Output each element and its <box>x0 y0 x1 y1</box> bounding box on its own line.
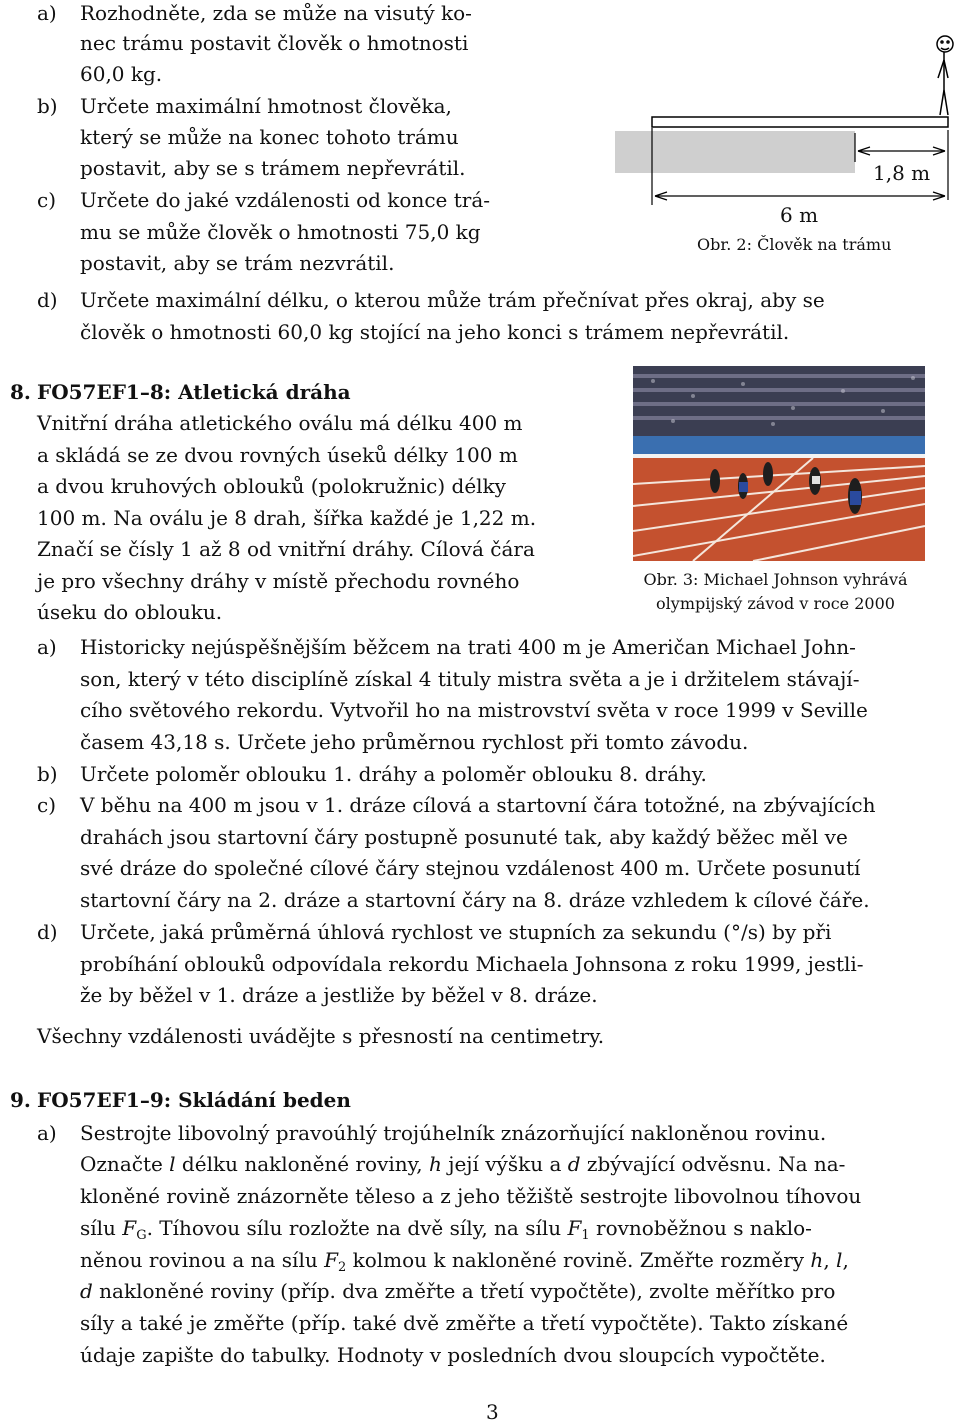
page-number: 3 <box>486 1400 499 1424</box>
text-line: Určete do jaké vzdálenosti od konce trá- <box>80 188 491 212</box>
text-line: a dvou kruhových oblouků (polokružnic) délky <box>37 474 506 498</box>
text-line: Značí se čísly 1 až 8 od vnitřní dráhy. Cílová čára <box>37 537 535 561</box>
text-line: sílu $F_G$. Tíhovou sílu rozložte na dvě síly, na sílu $F_1$ rovnoběžnou s naklo- <box>80 1216 812 1243</box>
text-line: úseku do oblouku. <box>37 600 223 624</box>
text-line: startovní čáry na 2. dráze a startovní čáry na 8. dráze vzhledem k cílové čáře. <box>80 888 870 912</box>
text-line: Historicky nejúspěšnějším běžcem na trati 400 m je Američan Michael John- <box>80 635 856 659</box>
text-line: a skládá se ze dvou rovných úseků délky 100 m <box>37 443 518 467</box>
beam <box>652 117 948 127</box>
text-line: postavit, aby se s trámem nepřevrátil. <box>80 156 466 180</box>
text-line: Rozhodněte, zda se může na visutý ko- <box>80 1 472 25</box>
text-line: Určete poloměr oblouku 1. dráhy a poloměr oblouku 8. dráhy. <box>80 762 707 786</box>
item-marker: c) <box>37 793 57 817</box>
text-line: Určete, jaká průměrná úhlová rychlost ve stupních za sekundu (°/s) by při <box>80 920 832 944</box>
caption-line: Obr. 3: Michael Johnson vyhrává <box>643 570 908 589</box>
text-line: je pro všechny dráhy v místě přechodu rovného <box>37 569 520 593</box>
problem8-note: Všechny vzdálenosti uvádějte s přesností na centimetry. <box>37 1024 605 1048</box>
text-line: něnou rovinou a na sílu $F_2$ kolmou k nakloněné rovině. Změřte rozměry h, l, <box>80 1248 849 1275</box>
text-line: d nakloněné roviny (příp. dva změřte a třetí vypočtěte), zvolte měřítko pro <box>80 1279 836 1303</box>
dimension-length-label: 6 m <box>780 203 819 227</box>
text-line: postavit, aby se trám nezvrátil. <box>80 251 395 275</box>
text-line: Vnitřní dráha atletického oválu má délku 400 m <box>37 411 523 435</box>
problem-title: FO57EF1–8: Atletická dráha <box>37 380 351 404</box>
item-marker: a) <box>37 1121 57 1145</box>
text-line: údaje zapište do tabulky. Hodnoty v posledních dvou sloupcích vypočtěte. <box>80 1343 826 1367</box>
text-line: časem 43,18 s. Určete jeho průměrnou rychlost při tomto závodu. <box>80 730 749 754</box>
caption-line: olympijský závod v roce 2000 <box>656 594 895 613</box>
text-line: že by běžel v 1. dráze a jestliže by běžel v 8. dráze. <box>80 983 598 1007</box>
text-line: 60,0 kg. <box>80 62 163 86</box>
text-line: cího světového rekordu. Vytvořil ho na mistrovství světa v roce 1999 v Seville <box>80 698 868 722</box>
item-marker: d) <box>37 920 58 944</box>
text-line: son, který v této disciplíně získal 4 tituly mistra světa a je i držitelem stávají- <box>80 667 860 691</box>
text-line: drahách jsou startovní čáry postupně posunuté tak, aby každý běžec měl ve <box>80 825 848 849</box>
person-figure <box>937 36 953 115</box>
item-marker: a) <box>37 635 57 659</box>
text-line: Určete maximální hmotnost člověka, <box>80 94 452 118</box>
text-line: člověk o hmotnosti 60,0 kg stojící na jeho konci s trámem nepřevrátil. <box>80 320 790 344</box>
text-line: Sestrojte libovolný pravoúhlý trojúhelník znázorňující nakloněnou rovinu. <box>80 1121 827 1145</box>
item-marker: a) <box>37 1 57 25</box>
text-line: síly a také je změřte (příp. také dvě změřte a třetí vypočtěte). Takto získané <box>80 1311 849 1335</box>
text-line: V běhu na 400 m jsou v 1. dráze cílová a startovní čára totožné, na zbývajících <box>80 793 876 817</box>
text-line: své dráze do společné cílové čáry stejnou vzdálenost 400 m. Určete posunutí <box>80 856 861 880</box>
problem-number: 8. <box>10 380 31 404</box>
dimension-overhang-label: 1,8 m <box>873 161 931 185</box>
race-photo <box>633 366 925 561</box>
text-line: nec trámu postavit člověk o hmotnosti <box>80 31 469 55</box>
item-marker: b) <box>37 94 58 118</box>
item-marker: d) <box>37 288 58 312</box>
problem-title: FO57EF1–9: Skládání beden <box>37 1088 351 1112</box>
text-line: Určete maximální délku, o kterou může trám přečnívat přes okraj, aby se <box>80 288 825 312</box>
support-block <box>615 131 855 173</box>
text-line: 100 m. Na oválu je 8 drah, šířka každé je 1,22 m. <box>37 506 537 530</box>
figure-caption: Obr. 2: Člověk na trámu <box>697 235 892 254</box>
item-marker: c) <box>37 188 57 212</box>
text-line: Označte l délku nakloněné roviny, h její výšku a d zbývající odvěsnu. Na na- <box>80 1152 846 1176</box>
text-line: mu se může člověk o hmotnosti 75,0 kg <box>80 220 481 244</box>
problem-number: 9. <box>10 1088 31 1112</box>
text-line: který se může na konec tohoto trámu <box>80 125 459 149</box>
text-line: probíhání oblouků odpovídala rekordu Michaela Johnsona z roku 1999, jestli- <box>80 952 864 976</box>
item-marker: b) <box>37 762 58 786</box>
text-line: kloněné rovině znázorněte těleso a z jeho těžiště sestrojte libovolnou tíhovou <box>80 1184 862 1208</box>
